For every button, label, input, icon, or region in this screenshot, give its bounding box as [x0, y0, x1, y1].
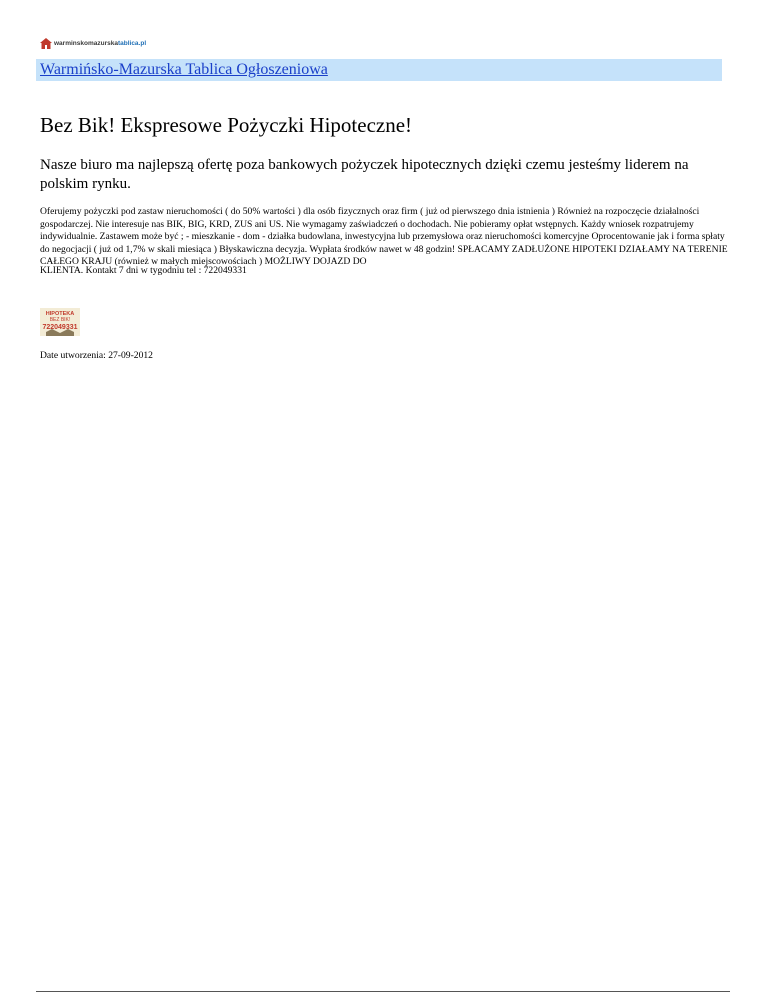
site-logo[interactable]: [40, 36, 146, 50]
ad-description: Oferujemy pożyczki pod zastaw nieruchomości ( do 50% wartości ) dla osób fizycznych oraz firm ( już od pierwszego dnia istnienia ) Również na rozpoczęcie działalności gospodarczej. Nie interesuje nas BIK, BIG, KRD, ZUS ani US. Nie wymagamy zaświadczeń o dochodach. Nie pobieramy opłat wstępnych. Każdy wniosek rozpatrujemy indywidualnie. Zastawem może być ; - mieszkanie - dom - działka budowlana, inwestycyjna lub przemysłowa oraz nieruchomości komercyjne Oprocentowanie jak i forma spłaty do negocjacji ( już od 1,7% w skali miesiąca ) Błyskawiczna decyzja. Wypłata środków nawet w 48 godzin! SPŁACAMY ZADŁUŻONE HIPOTEKI DZIAŁAMY NA TERENIE CAŁEGO KRAJU (również w małych miejscowościach ) MOŻLIWY DOJAZD DO: [40, 206, 728, 267]
ad-lead: Nasze biuro ma najlepszą ofertę poza bankowych pożyczek hipotecznych dzięki czemu jesteśmy liderem na polskim rynku.: [40, 157, 689, 192]
logo-text-dark: warminskomazurska: [54, 39, 118, 47]
ad-contact: KLIENTA. Kontakt 7 dni w tygodniu tel : 722049331: [40, 265, 247, 276]
ad-image-line2: BEZ BIK!: [49, 317, 71, 323]
site-home-link[interactable]: Warmińsko-Mazurska Tablica Ogłoszeniowa: [40, 61, 328, 78]
house-logo-icon: [40, 38, 52, 49]
page-bottom-divider: [36, 991, 730, 992]
ad-image-line1: HIPOTEKA: [45, 311, 75, 317]
ad-thumbnail-image[interactable]: [40, 308, 80, 336]
ad-created-date: Date utworzenia: 27-09-2012: [40, 350, 153, 361]
ad-title: Bez Bik! Ekspresowe Pożyczki Hipoteczne!: [40, 113, 413, 137]
ad-image-phone: 722049331: [42, 324, 78, 331]
site-title-bar: [36, 59, 722, 81]
logo-text-blue: tablica.pl: [117, 39, 147, 47]
